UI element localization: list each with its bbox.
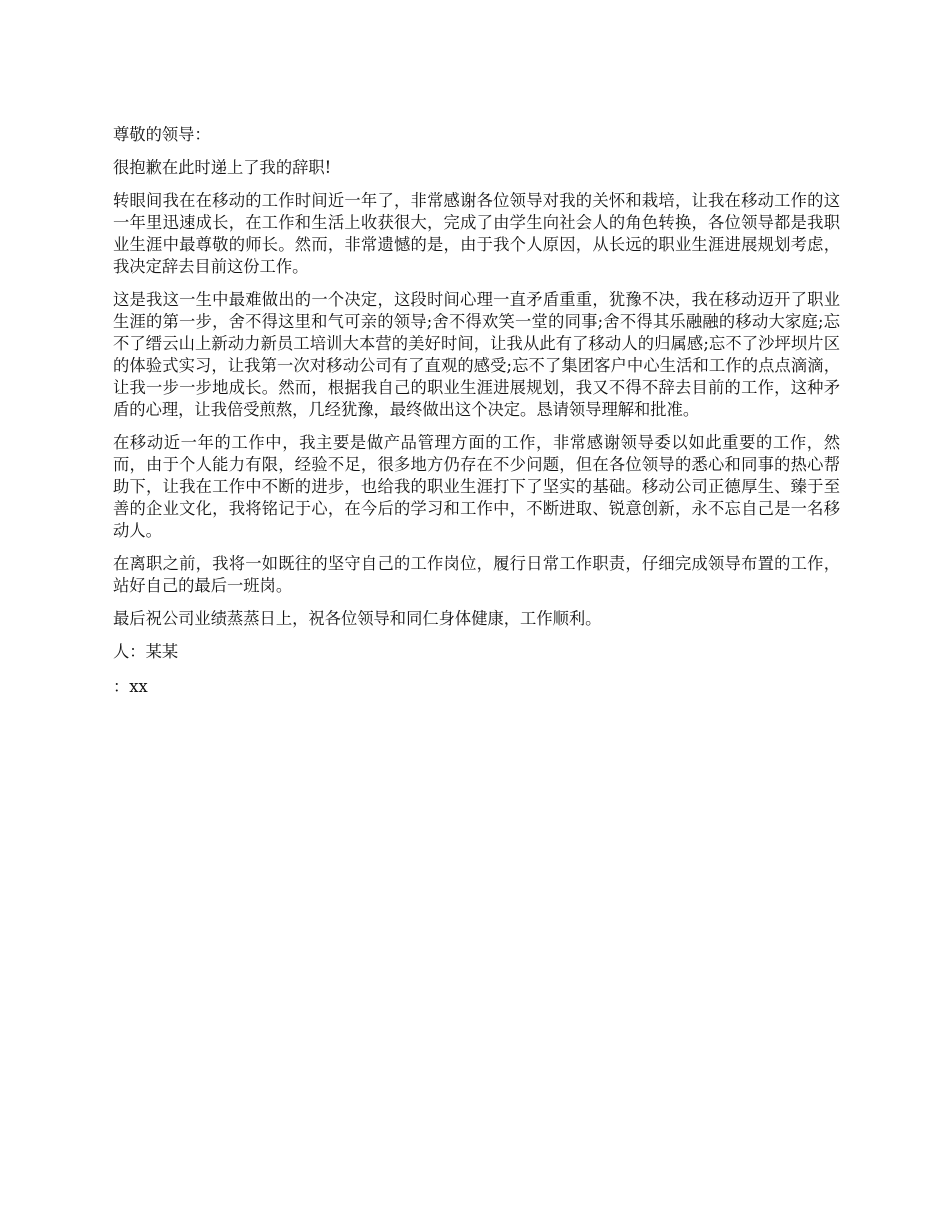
- signer-line: 人：某某: [113, 642, 179, 661]
- paragraph-work-summary: 在移动近一年的工作中，我主要是做产品管理方面的工作，非常感谢领导委以如此重要的工作，然而，由于个人能力有限，经验不足，很多地方仍存在不少问题，但在各位领导的悉心和同事的热心帮助下，让我在工作中不断的进步，也给我的职业生涯打下了坚实的基础。移动公司正德厚生、臻于至善的企业文化，我将铭记于心，在今后的学习和工作中，不断进取、锐意创新，永不忘自己是一名移动人。: [113, 433, 840, 540]
- date-line: ：xx: [113, 677, 148, 696]
- paragraph-apology: 很抱歉在此时递上了我的辞职!: [113, 158, 332, 177]
- paragraph-difficult-decision: 这是我这一生中最难做出的一个决定，这段时间心理一直矛盾重重，犹豫不决，我在移动迈开了职业生涯的第一步，舍不得这里和气可亲的领导;舍不得欢笑一堂的同事;舍不得其乐融融的移动大家庭;忘不了缙云山上新动力新员工培训大本营的美好时间，让我从此有了移动人的归属感;忘不了沙坪坝片区的体验式实习，让我第一次对移动公司有了直观的感受;忘不了集团客户中心生活和工作的点点滴滴，让我一步一步地成长。然而，根据我自己的职业生涯进展规划，我又不得不辞去目前的工作，这种矛盾的心理，让我倍受煎熬，几经犹豫，最终做出这个决定。恳请领导理解和批准。: [113, 290, 840, 419]
- salutation: 尊敬的领导：: [113, 125, 211, 144]
- letter-body: [113, 124, 840, 709]
- paragraph-closing-wishes: 最后祝公司业绩蒸蒸日上，祝各位领导和同仁身体健康，工作顺利。: [113, 609, 602, 628]
- paragraph-reason: 转眼间我在在移动的工作时间近一年了，非常感谢各位领导对我的关怀和栽培，让我在移动工作的这一年里迅速成长，在工作和生活上收获很大，完成了由学生向社会人的角色转换，各位领导都是我职业生涯中最尊敬的师长。然而，非常遗憾的是，由于我个人原因，从长远的职业生涯进展规划考虑，我决定辞去目前这份工作。: [113, 191, 840, 276]
- paragraph-handover: 在离职之前，我将一如既往的坚守自己的工作岗位，履行日常工作职责，仔细完成领导布置的工作，站好自己的最后一班岗。: [113, 554, 840, 595]
